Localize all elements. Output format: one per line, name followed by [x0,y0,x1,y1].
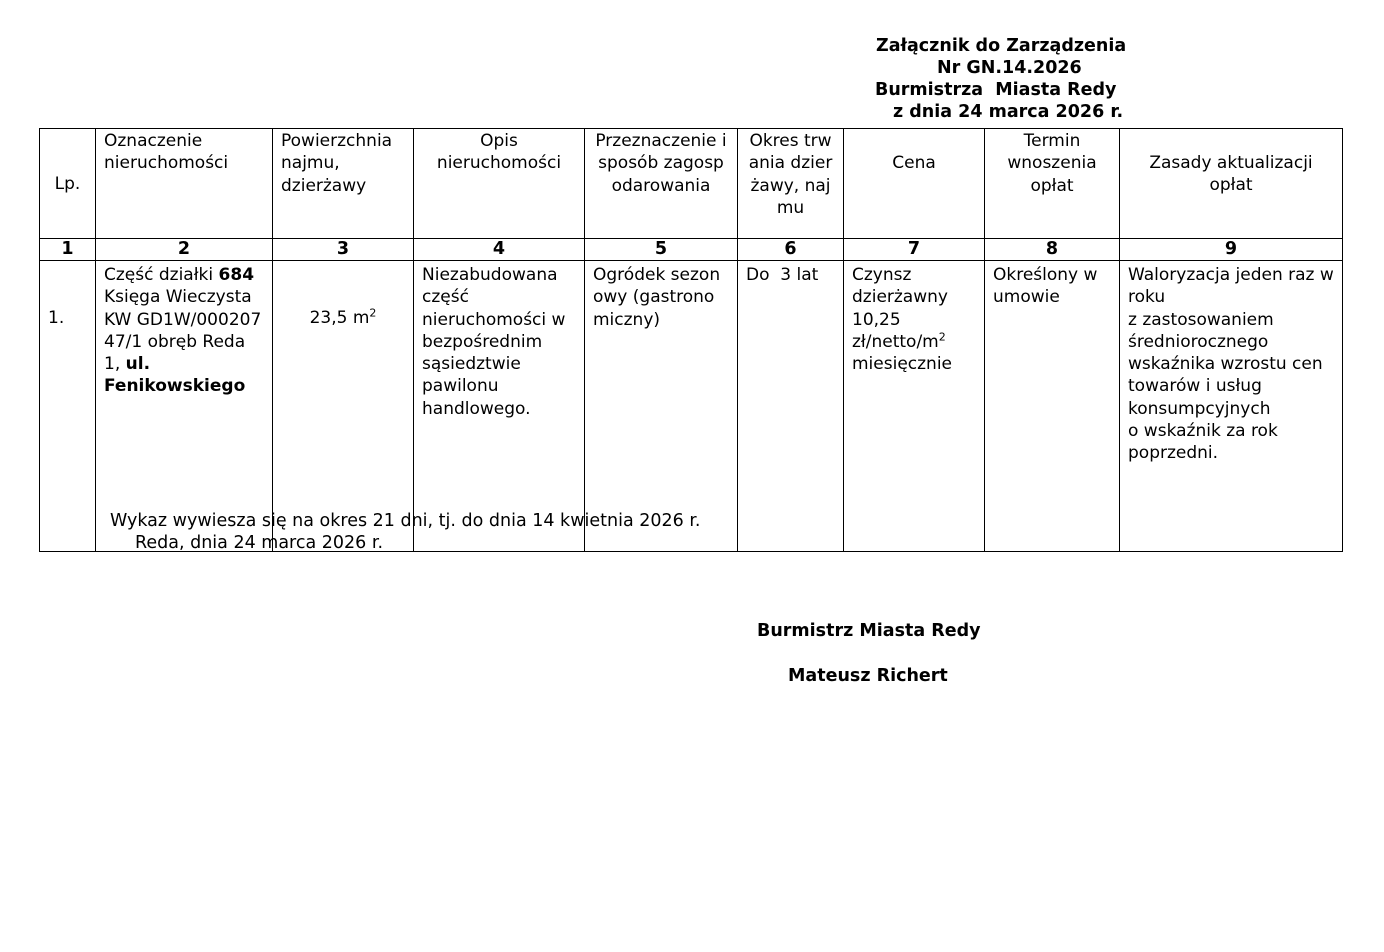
cell-powierzchnia [273,261,414,552]
oznaczenie-part-c: obręb Reda 1, [104,331,246,375]
header-cena [844,129,985,239]
column-number: 6 [738,239,844,261]
header-okres: Okres trwania dzierżawy, najmu [738,129,844,239]
area-unit-sup: 2 [369,306,377,320]
footer-place-date: Reda, dnia 24 marca 2026 r. [135,533,384,553]
header-zasady-label: Zasady aktualizacji opłat [1149,153,1313,196]
column-number: 8 [985,239,1120,261]
table-number-row [40,239,1343,261]
zasady-line-a: Waloryzacja jeden raz w roku [1128,265,1334,308]
header-powierzchnia: Powierzchnia najmu, dzierżawy [273,129,414,239]
table-header-row [40,129,1343,239]
cell-termin: Określony w umowie [985,261,1120,552]
footer-notice: Wykaz wywiesza się na okres 21 dni, tj. do dnia 14 kwietnia 2026 r. [110,511,701,531]
header-line-3: Burmistrza Miasta Redy [875,80,1117,100]
header-oznaczenie: Oznaczenie nieruchomości [96,129,273,239]
cell-przeznaczenie: Ogródek sezonowy (gastronomiczny) [585,261,738,552]
column-number: 9 [1120,239,1343,261]
lease-table [39,128,1343,552]
cell-oznaczenie [96,261,273,552]
area-value: 23,5 m [309,308,370,328]
column-number: 3 [273,239,414,261]
header-line-4: z dnia 24 marca 2026 r. [893,102,1124,122]
header-lp: Lp. [40,129,96,239]
header-przeznaczenie: Przeznaczenie i sposób zagospodarowania [585,129,738,239]
column-number: 7 [844,239,985,261]
column-number: 5 [585,239,738,261]
cena-text: Czynsz dzierżawny 10,25 zł/netto/m [852,265,948,352]
column-number: 4 [414,239,585,261]
cell-zasady [1120,261,1343,552]
oznaczenie-part-a: Część działki [104,265,214,285]
signature-title: Burmistrz Miasta Redy [757,621,981,641]
lp-value: 1. [48,308,65,328]
header-opis: Opis nieruchomości [414,129,585,239]
zasady-line-c: o wskaźnik za rok poprzedni. [1128,421,1278,464]
header-line-2: Nr GN.14.2026 [937,58,1082,78]
column-number: 2 [96,239,273,261]
cena-period: miesięcznie [852,354,953,375]
cell-cena [844,261,985,552]
table-row [40,261,1343,552]
signature-name: Mateusz Richert [788,666,948,686]
header-cena-label: Cena [892,153,936,173]
cena-unit-sup: 2 [938,330,946,344]
dzialka-number: 684 [218,265,255,285]
header-zasady [1120,129,1343,239]
zasady-line-b: z zastosowaniem średniorocznego wskaźnika wzrostu cen towarów i usług konsumpcyjnych [1128,309,1323,419]
cell-lp [40,261,96,552]
header-line-1: Załącznik do Zarządzenia [876,36,1127,56]
header-termin: Termin wnoszenia opłat [985,129,1120,239]
cell-opis: Niezabudowana część nieruchomości w bezpośrednim sąsiedztwie pawilonu handlowego. [414,261,585,552]
street-name: ul. Fenikowskiego [104,354,246,397]
cell-okres: Do 3 lat [738,261,844,552]
oznaczenie-part-b: Księga Wieczysta KW GD1W/00020747/1 [104,287,262,352]
column-number: 1 [40,239,96,261]
